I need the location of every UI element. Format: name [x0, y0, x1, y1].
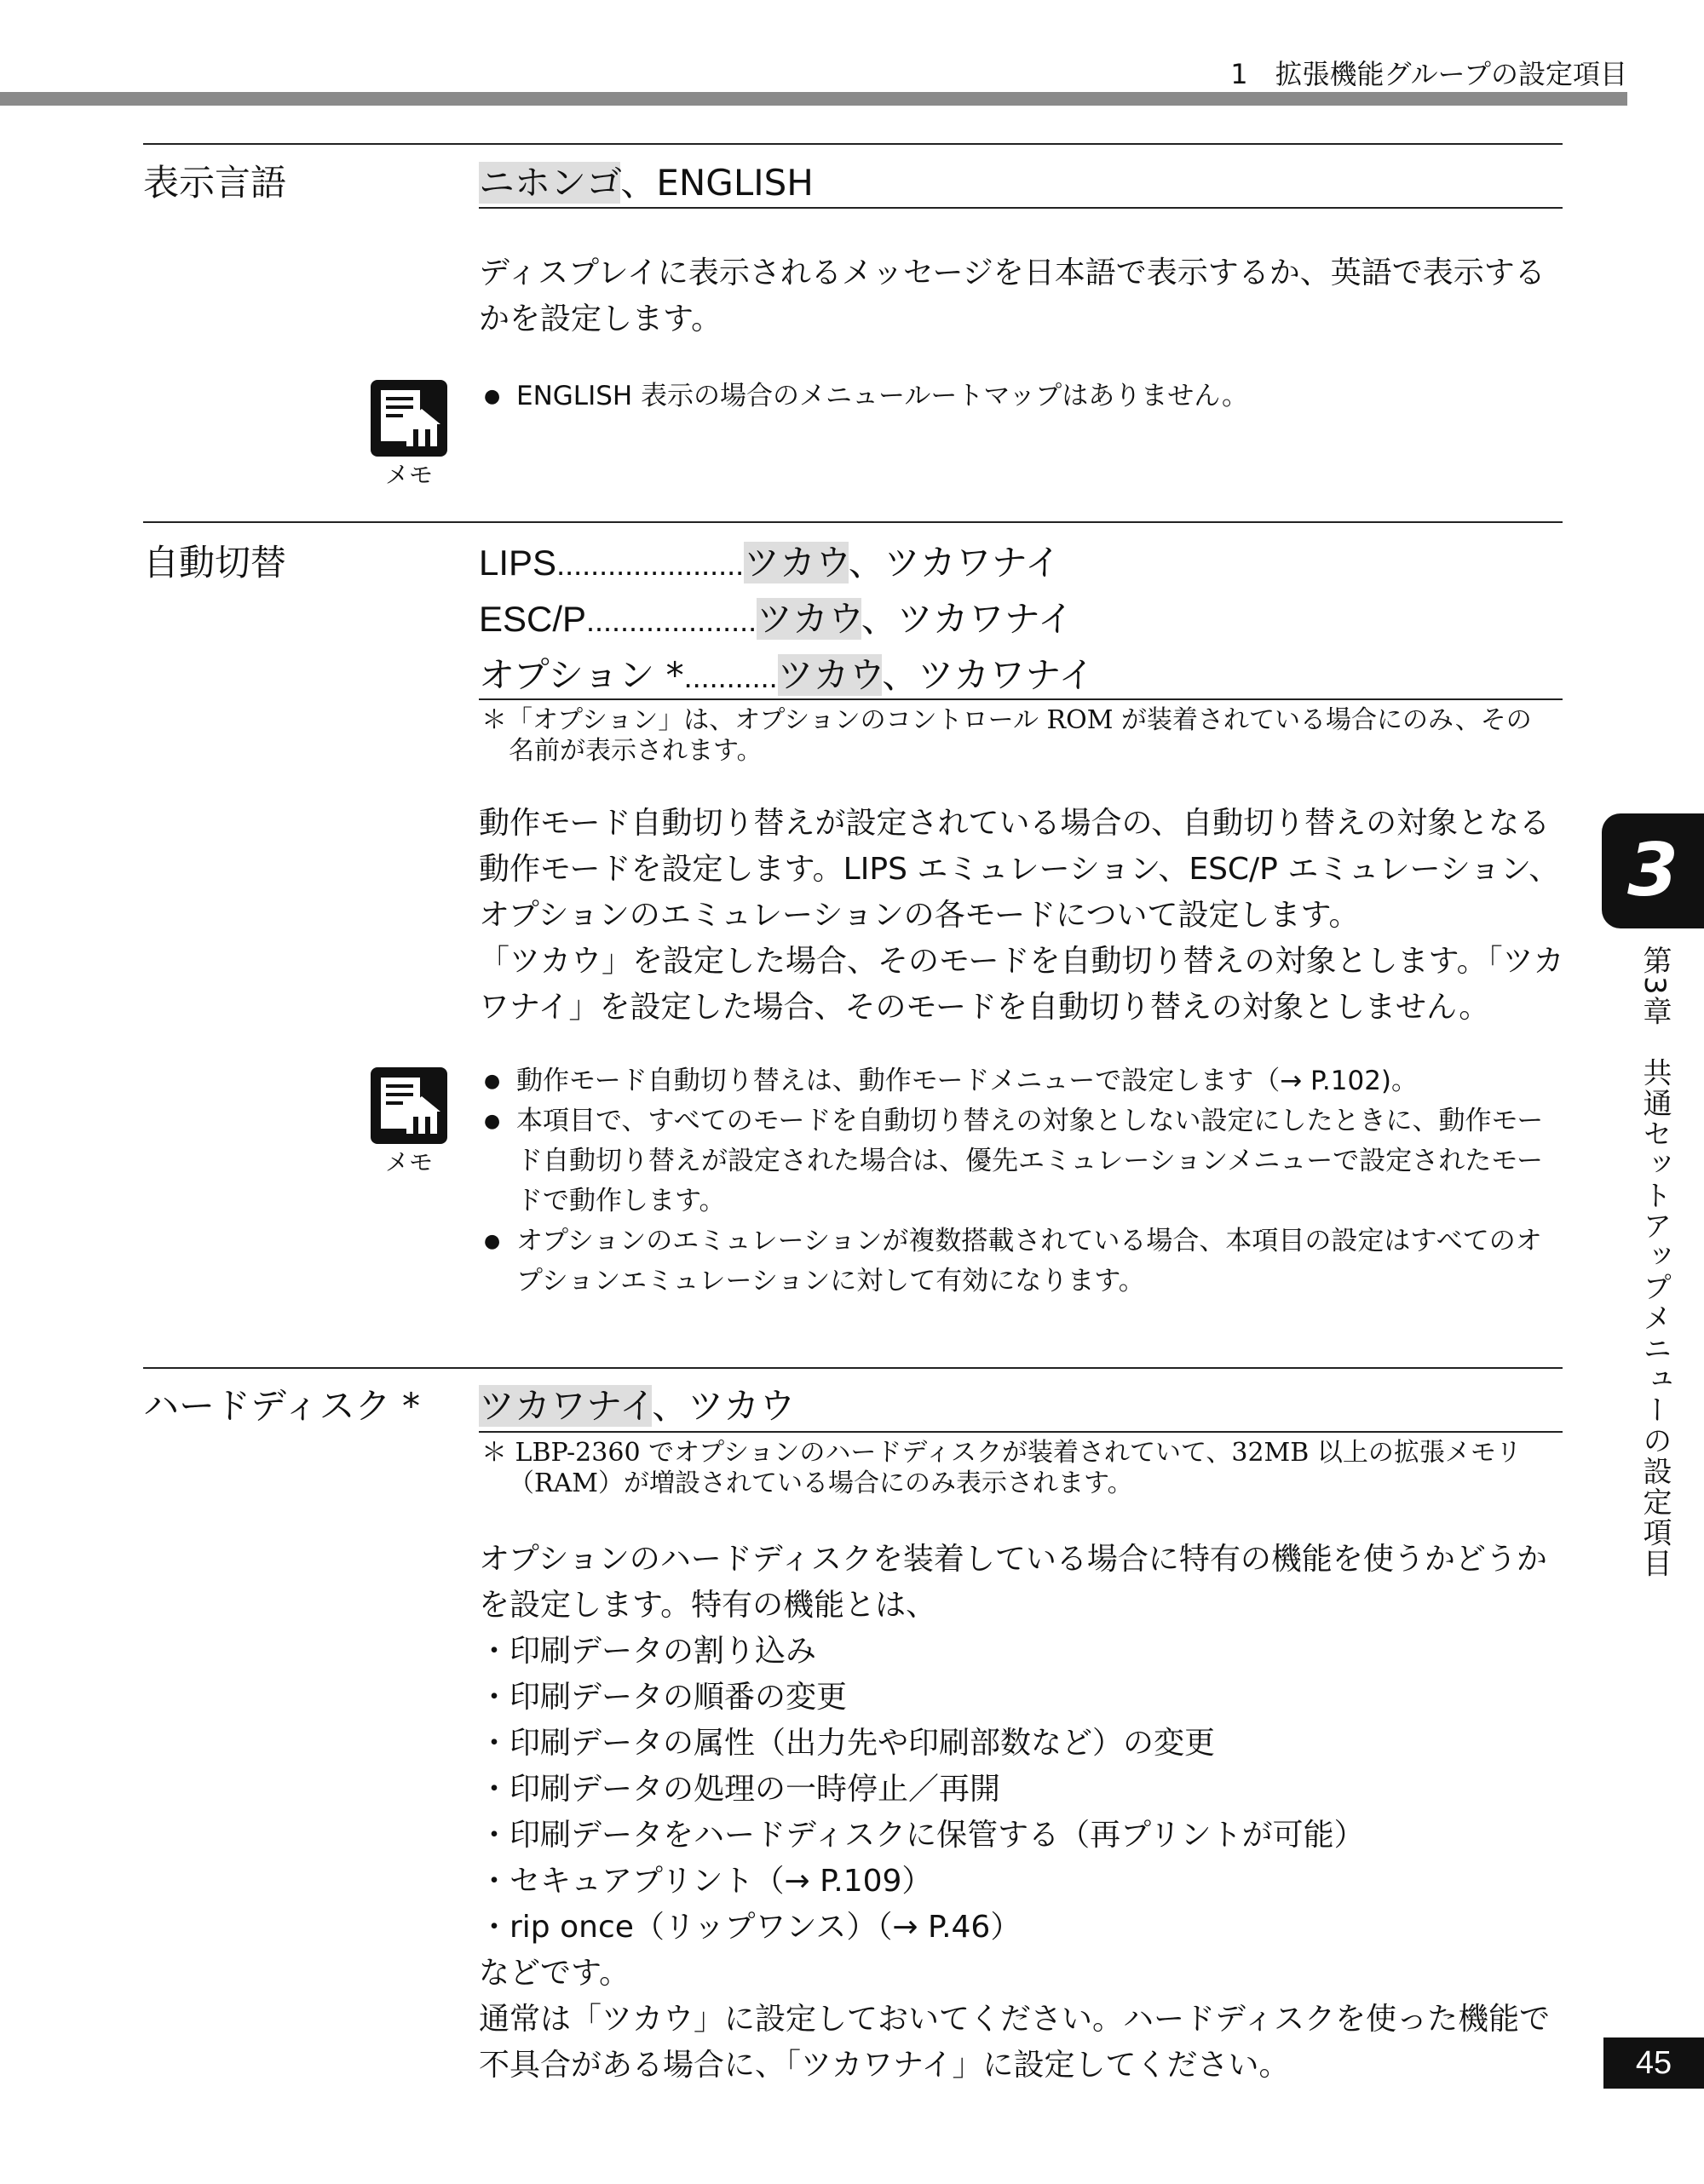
memo-label: メモ: [384, 1148, 433, 1176]
footnote-line: ＊「オプション」は、オプションのコントロール ROM が装着されている場合にのみ、その: [481, 705, 1532, 735]
memo-item: ● ENGLISH 表示の場合のメニュールートマップはありません。: [484, 376, 1564, 417]
memo-list: [484, 376, 1564, 417]
footnote: [481, 705, 1563, 767]
list-item: ・印刷データの順番の変更: [479, 1680, 848, 1715]
page-number: 45: [1635, 2045, 1672, 2081]
list-item: ・セキュアプリント（→ P.109）: [479, 1864, 933, 1899]
section-heading-display-language: 表示言語: [143, 162, 287, 204]
setting-row-lips: [479, 535, 1061, 586]
setting-underline: [479, 698, 1563, 700]
paragraph: オプションのハードディスクを装着している場合に特有の機能を使うかどうかを設定します。特有の機能とは、: [479, 1542, 1547, 1623]
setting-row-escp: [479, 591, 1074, 642]
paragraph: 動作モード自動切り替えが設定されている場合の、自動切り替えの対象となる動作モードを設定します。LIPS エミュレーション、ESC/P エミュレーション、オプションのエミュレーションの各モードについて設定します。: [479, 806, 1560, 933]
setting-values-display-language: [479, 155, 814, 206]
leader-dots: ...........: [683, 659, 778, 694]
row-label: LIPS: [479, 543, 557, 583]
paragraph: 通常は「ツカウ」に設定しておいてください。ハードディスクを使った機能で不具合がある場合に、「ツカワナイ」に設定してください。: [479, 2002, 1551, 2083]
row-label: オプション *: [479, 654, 684, 696]
paragraph: 「ツカウ」を設定した場合、そのモードを自動切り替えの対象とします。「ツカワナイ」を設定した場合、そのモードを自動切り替えの対象としません。: [479, 944, 1564, 1025]
memo-icon: [371, 380, 447, 457]
section-description: [479, 1537, 1566, 2089]
section-heading-hard-disk: ハードディスク *: [143, 1385, 420, 1427]
default-value: ツカウ: [744, 542, 849, 583]
section-divider: [143, 143, 1563, 145]
setting-values-hard-disk: [479, 1378, 795, 1429]
section-heading-auto-switch: 自動切替: [143, 542, 287, 583]
other-values: 、ツカワナイ: [882, 654, 1095, 696]
default-value: ツカウ: [777, 654, 883, 696]
paragraph: などです。: [479, 1956, 630, 1991]
running-header: 1 拡張機能グループの設定項目: [1230, 58, 1627, 90]
other-values: 、ツカウ: [652, 1385, 796, 1427]
list-item: ・印刷データの処理の一時停止／再開: [479, 1772, 1001, 1807]
footnote: [481, 1438, 1563, 1499]
chapter-number: 3: [1627, 828, 1678, 913]
default-value: ニホンゴ: [479, 162, 621, 204]
setting-row-option: [479, 647, 1094, 698]
list-item: ・印刷データの割り込み: [479, 1634, 817, 1669]
memo-label: メモ: [384, 461, 433, 489]
memo-item: ● オプションのエミュレーションが複数搭載されている場合、本項目の設定はすべてのオプションエミュレーションに対して有効になります。: [484, 1221, 1564, 1302]
setting-underline: [479, 1431, 1563, 1433]
memo-list: [484, 1061, 1564, 1302]
default-value: ツカウ: [757, 598, 861, 640]
header-bar: [0, 92, 1627, 106]
memo-item: ● 動作モード自動切り替えは、動作モードメニューで設定します（→ P.102)。: [484, 1061, 1564, 1101]
paragraph: ディスプレイに表示されるメッセージを日本語で表示するか、英語で表示するかを設定します。: [479, 256, 1546, 336]
row-label: ESC/P: [479, 599, 587, 639]
list-item: ・印刷データの属性（出力先や印刷部数など）の変更: [479, 1726, 1216, 1761]
list-item: ・rip once（リップワンス）（→ P.46）: [479, 1910, 1022, 1945]
leader-dots: ......................: [556, 547, 745, 582]
footnote-line: ＊ LBP-2360 でオプションのハードディスクが装着されていて、32MB 以上の拡張メモリ: [481, 1438, 1522, 1468]
chapter-side-title: 第3章 共通セットアップメニューの設定項目: [1638, 945, 1672, 1579]
memo-icon: [371, 1067, 447, 1144]
other-values: 、ツカワナイ: [848, 542, 1061, 583]
default-value: ツカワナイ: [479, 1385, 653, 1427]
other-values: 、ENGLISH: [620, 162, 814, 204]
list-item: ・印刷データをハードディスクに保管する（再プリントが可能）: [479, 1818, 1365, 1853]
memo-item: ● 本項目で、すべてのモードを自動切り替えの対象としない設定にしたときに、動作モード自動切り替えが設定された場合は、優先エミュレーションメニューで設定されたモードで動作します。: [484, 1101, 1564, 1221]
section-divider: [143, 1367, 1563, 1369]
footnote-line: 名前が表示されます。: [509, 736, 763, 766]
setting-underline: [479, 207, 1563, 209]
section-description: [479, 801, 1566, 1031]
section-divider: [143, 521, 1563, 523]
other-values: 、ツカワナイ: [861, 598, 1074, 640]
section-description: [479, 250, 1566, 342]
footnote-line: （RAM）が増設されている場合にのみ表示されます。: [509, 1468, 1133, 1498]
leader-dots: ....................: [586, 603, 757, 638]
